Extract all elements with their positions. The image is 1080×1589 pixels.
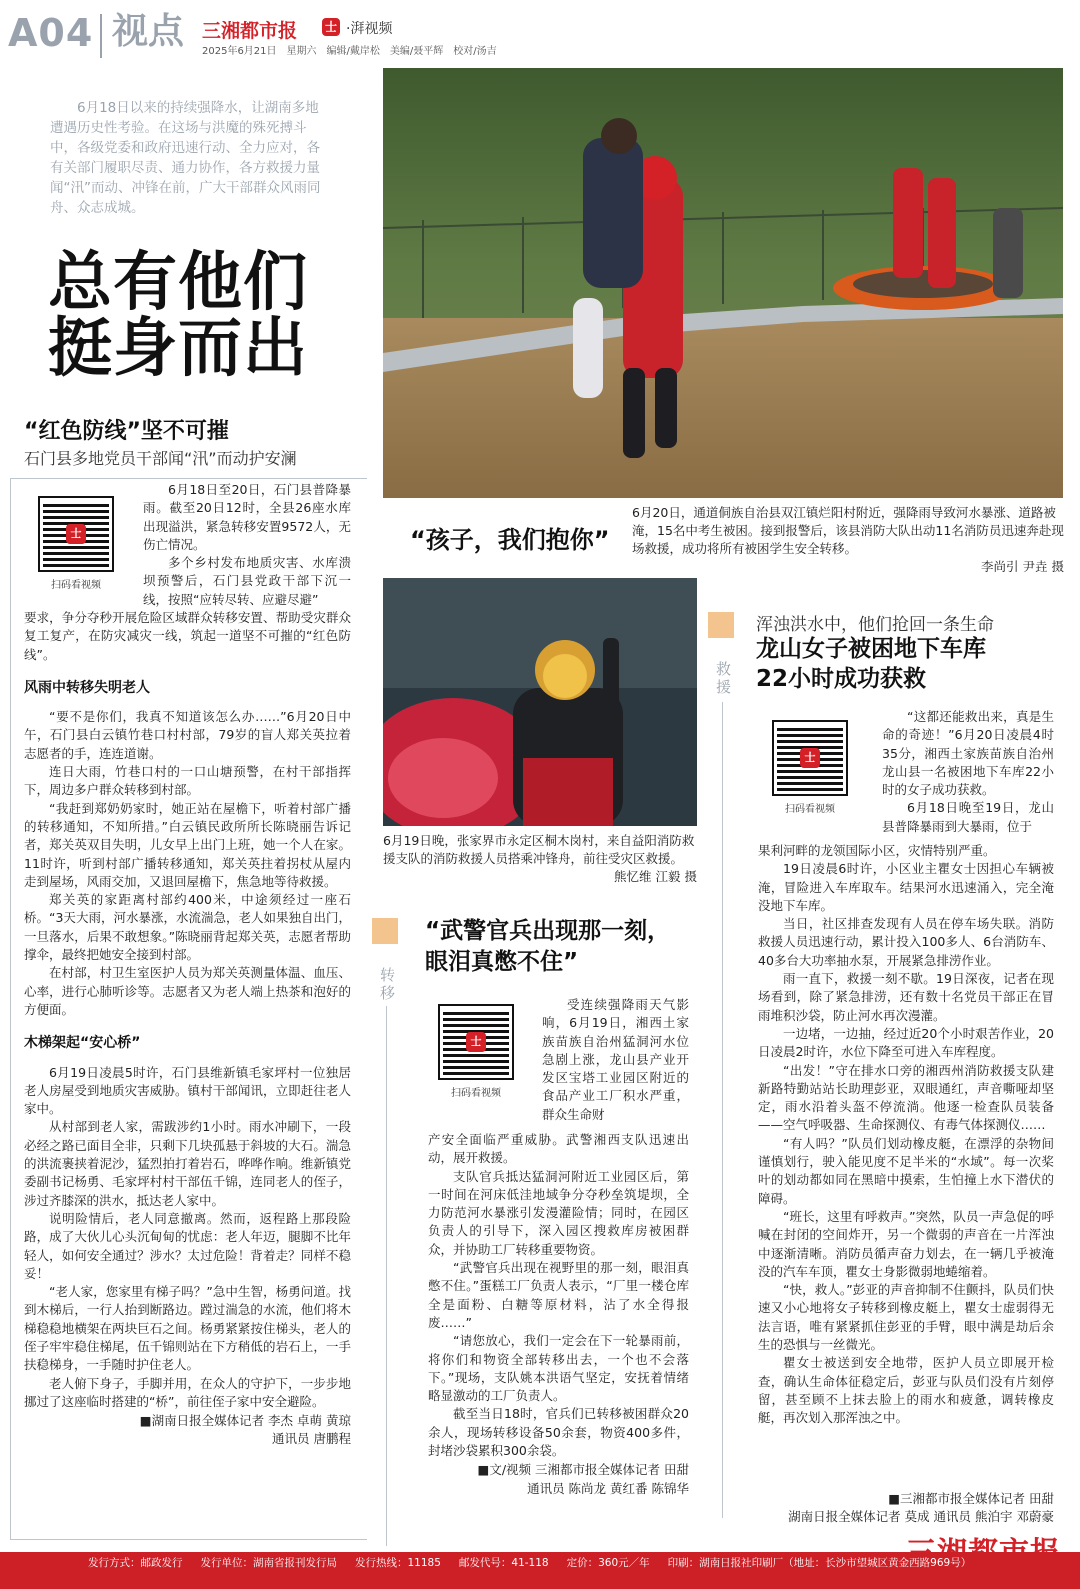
photo1-title: “孩子，我们抱你” <box>410 526 610 554</box>
paragraph: “班长，这里有呼救声。”突然，队员一声急促的呼喊在封闭的空间炸开，另一个微弱的声音在一片浑浊中逐渐清晰。消防员循声奋力划去，在一辆几乎被淹没的汽车车顶，瞿女士身影微弱地蜷缩着。 <box>758 1208 1054 1279</box>
headline-line-2: 挺身而出 <box>48 312 308 386</box>
paragraph: “我赶到郑奶奶家时，她正站在屋檐下，听着村部广播的转移通知，不知所措。”白云镇民政所所长陈晓丽告诉记者，郑关英双目失明，儿女早上出门上班，她一个人在家。11时许，听到村部广播转移通知，郑关英拄着拐杖从屋内走到屋场，风雨交加，又退回屋檐下，焦急地等待救援。 <box>24 800 351 889</box>
paragraph: 老人俯下身子，手脚并用，在众人的守护下，一步步地挪过了这座临时搭建的“桥”，前往侄子家中安全避险。 <box>24 1375 351 1409</box>
footer-item: 印刷：湖南日报社印刷厂（地址：长沙市望城区黄金西路969号） <box>667 1557 972 1569</box>
story2-byline <box>428 1461 689 1498</box>
paragraph: 要求，争分夺秒开展危险区域群众转移安置、帮助受灾群众复工复产，在防灾减灾一线，筑起一道坚不可摧的“红色防线”。 <box>24 610 351 662</box>
qr-code-icon <box>40 498 112 570</box>
story3-body <box>758 842 1054 1428</box>
title-line: 眼泪真憋不住” <box>425 949 579 975</box>
qr-label: 扫码看视频 <box>451 1088 501 1099</box>
story1-subhead-1: 风雨中转移失明老人 <box>24 679 150 696</box>
paragraph: “快，救人。”彭亚的声音抑制不住颤抖，队员们快速又小心地将女子转移到橡皮艇上，瞿女士虚弱得无法言语，唯有紧紧抓住彭亚的手臂，眼中满是劫后余生的恐惧与一丝微光。 <box>758 1282 1054 1353</box>
footer-item: 发行热线：11185 <box>355 1557 441 1569</box>
qr-label: 扫码看视频 <box>51 580 101 591</box>
paragraph: 产安全面临严重威胁。武警湘西支队迅速出动，展开救援。 <box>428 1132 689 1166</box>
brand-suffix: ·湃视频 <box>346 21 393 37</box>
story2-qr[interactable] <box>440 1006 512 1099</box>
story2-rule <box>386 1006 387 1546</box>
photo-credit: 熊忆维 江毅 摄 <box>614 869 697 884</box>
story3-lead-narrow <box>882 708 1054 836</box>
story1-title: “红色防线”坚不可摧 <box>24 419 229 444</box>
photo-credit: 李尚引 尹垚 摄 <box>981 559 1064 574</box>
paragraph: 瞿女士被送到安全地带，医护人员立即展开检查，确认生命体征稳定后，彭亚与队员们没有片刻停留，甚至顾不上抹去脸上的雨水和疲惫，调转橡皮艇，再次划入那浑浊之中。 <box>758 1355 1054 1426</box>
section-name: 视点 <box>112 11 185 52</box>
story3-qr[interactable] <box>774 722 846 815</box>
story3-byline <box>758 1490 1054 1527</box>
paragraph: 从村部到老人家，需跋涉约1小时。雨水冲刷下，一段必经之路已面目全非，只剩下几块孤悬于斜坡的大石。湍急的洪流裹挟着泥沙，猛烈拍打着岩石，哗哗作响。维新镇党委副书记杨勇、毛家坪村村干部伍千锦，连同老人的侄子，涉过齐膝深的洪水，抵达老人家中。 <box>24 1119 351 1208</box>
story1-qr[interactable] <box>40 498 112 591</box>
story2-title <box>425 916 670 978</box>
byline-line: ■三湘都市报全媒体记者 田甜 <box>888 1491 1054 1506</box>
paragraph: “要不是你们，我真不知道该怎么办……”6月20日中午，石门县白云镇竹巷口村村部，79岁的盲人郑关英拉着志愿者的手，连连道谢。 <box>24 709 351 761</box>
caption-text: 6月19日晚，张家界市永定区桐木岗村，来自益阳消防救援支队的消防救援人员搭乘冲锋舟，前往受灾区救援。 <box>383 833 695 866</box>
paragraph: “武警官兵出现在视野里的那一刻，眼泪真憋不住。”蛋糕工厂负责人表示，“厂里一楼仓库全是面粉、白糖等原材料，沾了水全得报废……” <box>428 1260 689 1330</box>
footer-items <box>0 1552 1080 1570</box>
paragraph: 说明险情后，老人同意撤离。然而，返程路上那段险路，成了大伙儿心头沉甸甸的忧虑：老人年迈，腿脚不比年轻人，如何安全通过？涉水？太过危险！背着走？同样不稳妥！ <box>24 1210 351 1281</box>
story1-lead-narrow <box>143 481 351 609</box>
paragraph: 截至当日18时，官兵们已转移被困群众20余人，现场转移设备50余套，物资400多件，封堵沙袋累积300余袋。 <box>428 1406 689 1459</box>
paragraph: “老人家，您家里有梯子吗？”急中生智，杨勇问道。找到木梯后，一行人抬到断路边。蹚过湍急的水流，他们将木梯稳稳地横架在两块巨石之间。杨勇紧紧按住梯头，老人的侄子牢牢稳住梯尾，伍千锦则站在下方稍低的岩石上，一手扶稳梯身，一手随时护住老人。 <box>24 1284 351 1373</box>
byline-line: ■湖南日报全媒体记者 李杰 卓萌 黄琼 <box>139 1413 351 1429</box>
footer-item: 定价：360元／年 <box>566 1557 650 1569</box>
paragraph: 在村部，村卫生室医护人员为郑关英测量体温、血压、心率，进行心肺听诊等。志愿者又为老人端上热茶和泡好的方便面。 <box>24 965 351 1017</box>
masthead-divider <box>100 14 102 58</box>
paragraph: 支队官兵抵达猛洞河附近工业园区后，第一时间在河床低洼地域争分夺秒垒筑堤坝，全力防范河水暴涨引发漫灌险情；同时，在园区负责人的引导下，深入园区搜救库房被困群众，并协助工厂转移重要物资。 <box>428 1168 689 1257</box>
intro-paragraph: 6月18日以来的持续强降水，让湖南多地遭遇历史性考验。在这场与洪魔的殊死搏斗中，各级党委和政府迅速行动、全力应对，各有关部门履职尽责、通力协作，各方救援力量闻“汛”而动、冲锋在前，广大干部群众风雨同舟、众志成城。 <box>50 100 321 216</box>
paragraph: 当日，社区排查发现有人员在停车场失联。消防救援人员迅速行动，累计投入100多人、6台消防车、40多台大功率抽水泵，开展紧急排涝作业。 <box>758 916 1054 968</box>
story1-byline <box>24 1412 351 1449</box>
paragraph: “有人吗？”队员们划动橡皮艇，在漂浮的杂物间谨慎划行，驶入能见度不足半米的“水域”。每一次桨叶的划动都如同在黑暗中摸索，生怕撞上水下潜伏的障碍。 <box>758 1135 1054 1206</box>
byline-line: 通讯员 唐鹏程 <box>272 1431 351 1447</box>
qr-logo-icon: 士 <box>466 1032 486 1052</box>
issue-meta: 2025年6月21日 星期六 编辑/戴岸松 美编/聂平辉 校对/汤吉 <box>202 46 497 57</box>
paragraph: “请您放心，我们一定会在下一轮暴雨前，将你们和物资全部转移出去，一个也不会落下。”现场，支队姚本洪语气坚定，安抚着情绪略显激动的工厂负责人。 <box>428 1333 689 1404</box>
story2-tag: 转移 <box>380 966 396 1002</box>
footer-item: 发行方式：邮政发行 <box>88 1557 183 1569</box>
brand-logo-icon: 士 <box>322 18 340 36</box>
byline-line: 湖南日报全媒体记者 莫成 通讯员 熊泊宇 邓蔚豪 <box>788 1509 1054 1525</box>
story3-rule <box>722 702 723 1518</box>
paragraph: 果利河畔的龙领国际小区，灾情特别严重。 <box>758 843 996 858</box>
qr-label: 扫码看视频 <box>785 804 835 815</box>
story3-tag: 救援 <box>716 660 732 696</box>
qr-logo-icon: 士 <box>800 748 820 768</box>
story3-title <box>756 634 986 694</box>
byline-line: ■文/视频 三湘都市报全媒体记者 田甜 <box>477 1462 689 1478</box>
footer-item: 邮发代号：41-118 <box>458 1557 549 1569</box>
title-line: 22小时成功获救 <box>756 666 927 692</box>
page-number: A04 <box>8 11 94 55</box>
paragraph: 受连续强降雨天气影响，6月19日，湘西土家族苗族自治州猛洞河水位急剧上涨，龙山县产业开发区宝塔工业园区附近的食品产业工厂积水严重，群众生命财 <box>542 997 689 1122</box>
boat-rescue-image <box>383 578 697 826</box>
paragraph: “这都还能救出来，真是生命的奇迹！”6月20日凌晨4时35分，湘西土家族苗族自治州龙山县一名被困地下车库22小时的女子成功获救。 <box>882 709 1054 798</box>
paragraph: 19日凌晨6时许，小区业主瞿女士因担心车辆被淹，冒险进入车库取车。结果河水迅速涌入，完全淹没地下车库。 <box>758 861 1054 913</box>
paragraph: 郑关英的家距离村部约400米，中途须经过一座石桥。“3天大雨，河水暴涨，水流湍急，老人如果独自出门，一旦落水，后果不敢想象。”陈晓丽背起郑关英，志愿者帮助撑伞，最终把她安全接到村部。 <box>24 892 351 963</box>
paragraph: 6月19日凌晨5时许，石门县维新镇毛家坪村一位独居老人房屋受到地质灾害威胁。镇村干部闻讯，立即赶往老人家中。 <box>24 1064 351 1117</box>
paragraph: 一边堵，一边抽，经过近20个小时艰苦作业，20日凌晨2时许，水位下降至可进入车库程度。 <box>758 1025 1054 1060</box>
title-line: 龙山女子被困地下车库 <box>756 636 986 662</box>
photo2-caption <box>383 832 697 886</box>
flood-rescue-photo <box>383 68 1063 498</box>
story1-body <box>24 609 351 1449</box>
qr-code-icon <box>440 1006 512 1078</box>
qr-logo-icon: 士 <box>66 524 86 544</box>
story2-tag-box <box>372 918 398 944</box>
main-headline <box>48 246 348 386</box>
headline-line-1: 总有他们 <box>48 246 308 320</box>
paragraph: 雨一直下，救援一刻不歇。19日深夜，记者在现场看到，除了紧急排涝，还有数十名党员干部正在冒雨堆积沙袋，防止河水再次漫灌。 <box>758 971 1054 1023</box>
story3-tag-box <box>708 612 734 638</box>
flood-rescue-image <box>383 68 1063 498</box>
qr-code-icon <box>774 722 846 794</box>
title-line: “武警官兵出现那一刻， <box>425 918 671 944</box>
paragraph: 连日大雨，竹巷口村的一口山塘预警，在村干部指挥下，周边多户群众转移到村部。 <box>24 764 351 798</box>
paragraph: “出发！”守在排水口旁的湘西州消防救援支队建新路特勤站站长助理彭亚，双眼通红，声音嘶哑却坚定，雨水沿着头盔不停流淌。他逐一检查队员装备——空气呼吸器、生命探测仪、有毒气体探测仪…… <box>758 1062 1054 1133</box>
photo1-caption <box>632 504 1064 576</box>
story1-subtitle: 石门县多地党员干部闻“汛”而动护安澜 <box>24 449 297 468</box>
byline-line: 通讯员 陈尚龙 黄红番 陈锦华 <box>527 1480 689 1496</box>
paper-name: 三湘都市报 <box>202 20 298 42</box>
story2-body <box>428 1131 689 1498</box>
paragraph: 6月18日至20日，石门县普降暴雨。截至20日12时，全县26座水库出现溢洪，紧急转移安置9572人，无伤亡情况。 <box>143 482 351 552</box>
boat-rescue-photo <box>383 578 697 826</box>
footer-item: 发行单位：湖南省报刊发行局 <box>200 1557 337 1569</box>
paragraph: 6月18日晚至19日，龙山县普降暴雨到大暴雨，位于 <box>882 800 1054 834</box>
footer-bar <box>0 1552 1080 1589</box>
story1-subhead-2: 木梯架起“安心桥” <box>24 1035 141 1052</box>
story3-kicker: 浑浊洪水中，他们抢回一条生命 <box>756 615 994 635</box>
paragraph: 多个乡村发布地质灾害、水库溃坝预警后，石门县党政干部下沉一线，按照“应转尽转、应避尽避” <box>143 555 351 607</box>
story2-lead-narrow <box>542 996 689 1124</box>
caption-text: 6月20日，通道侗族自治县双江镇烂阳村附近，强降雨导致河水暴涨、道路被淹，15名中考生被困。接到报警后，该县消防大队出动11名消防员迅速奔赴现场救援，成功将所有被困学生安全转移。 <box>632 505 1064 556</box>
